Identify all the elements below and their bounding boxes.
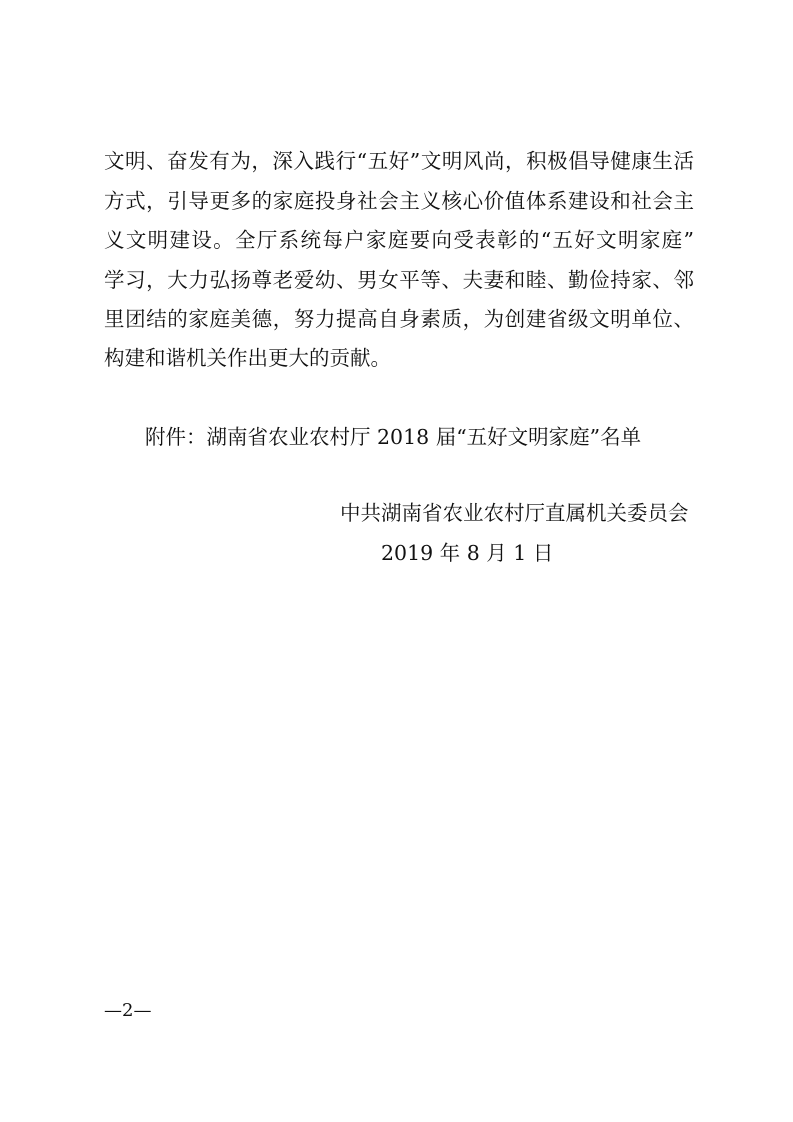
issuing-organization: 中共湖南省农业农村厅直属机关委员会 [340,501,689,525]
body-paragraph-line: 里团结的家庭美德，努力提高自身素质，为创建省级文明单位、 [104,307,694,331]
body-paragraph-line: 义文明建设。全厅系统每户家庭要向受表彰的“五好文明家庭” [104,228,694,252]
body-paragraph-line: 构建和谐机关作出更大的贡献。 [104,346,391,370]
body-paragraph-line: 文明、奋发有为，深入践行“五好”文明风尚，积极倡导健康生活 [104,149,694,173]
body-paragraph-line: 学习，大力弘扬尊老爱幼、男女平等、夫妻和睦、勤俭持家、邻 [104,268,694,292]
page-number: —2— [104,1000,152,1021]
body-paragraph-line: 方式，引导更多的家庭投身社会主义核心价值体系建设和社会主 [104,189,694,213]
attachment-note: 附件：湖南省农业农村厅 2018 届“五好文明家庭”名单 [145,425,642,449]
issue-date: 2019 年 8 月 1 日 [381,541,554,565]
